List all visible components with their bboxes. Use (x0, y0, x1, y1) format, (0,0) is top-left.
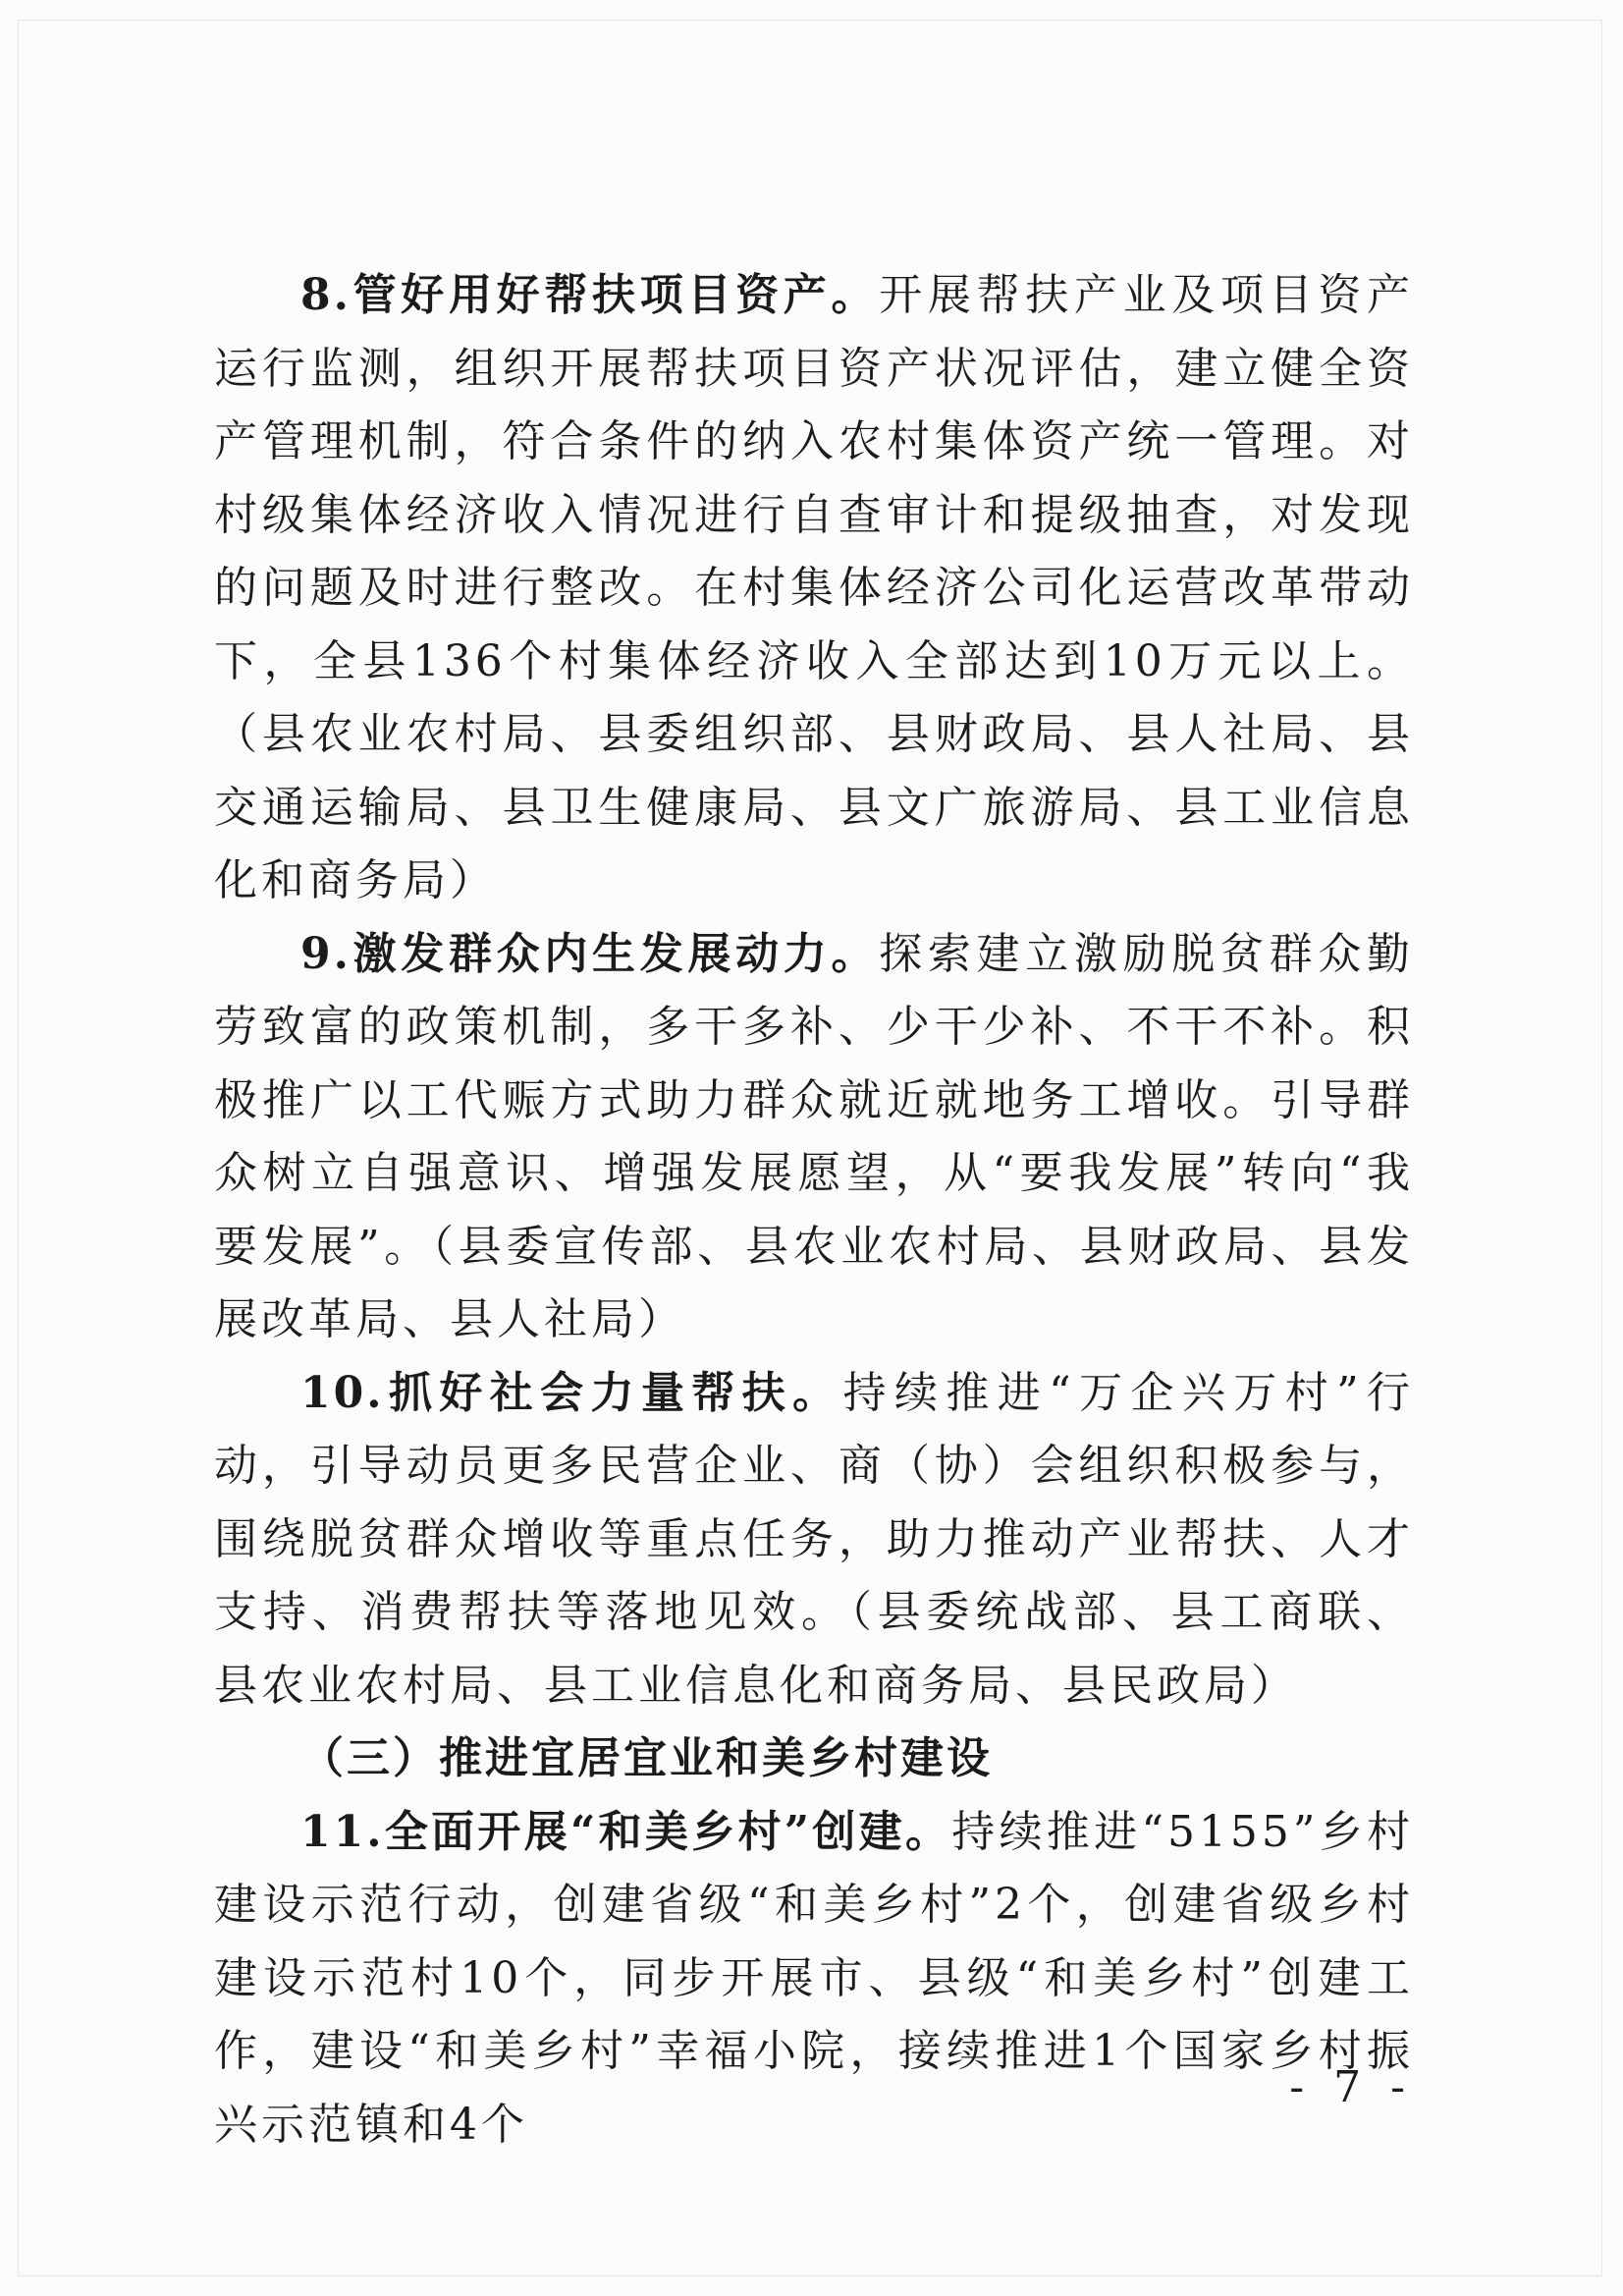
paragraph-8 (214, 259, 1414, 918)
section-heading-text: （三）推进宜居宜业和美乡村建设 (300, 1733, 993, 1783)
paragraph-10 (214, 1357, 1414, 1723)
section-heading (214, 1722, 1414, 1796)
paragraph-9-text: 探索建立激励脱贫群众勤劳致富的政策机制，多干多补、少干少补、不干不补。积极推广以工代赈方式助力群众就近就地务工增收。引导群众树立自强意识、增强发展愿望，从“要我发展”转向“我要发展”。（县委宣传部、县农业农村局、县财政局、县发展改革局、县人社局） (214, 928, 1415, 1344)
paragraph-9 (214, 918, 1414, 1357)
paragraph-10-text: 持续推进“万企兴万村”行动，引导动员更多民营企业、商（协）会组织积极参与，围绕脱贫群众增收等重点任务，助力推动产业帮扶、人才支持、消费帮扶等落地见效。（县委统战部、县工商联、县农业农村局、县工业信息化和商务局、县民政局） (214, 1367, 1414, 1711)
paragraph-8-heading: 8.管好用好帮扶项目资产。 (300, 270, 880, 320)
paragraph-8-text: 开展帮扶产业及项目资产运行监测，组织开展帮扶项目资产状况评估，建立健全资产管理机制，符合条件的纳入农村集体资产统一管理。对村级集体经济收入情况进行自查审计和提级抽查，对发现的问题及时进行整改。在村集体经济公司化运营改革带动下，全县136个村集体经济收入全部达到10万元以上。（县农业农村局、县委组织部、县财政局、县人社局、县交通运输局、县卫生健康局、县文广旅游局、县工业信息化和商务局） (214, 270, 1415, 905)
paragraph-9-heading: 9.激发群众内生发展动力。 (300, 928, 880, 979)
paragraph-11 (214, 1796, 1414, 2162)
paragraph-11-text: 持续推进“5155”乡村建设示范行动，创建省级“和美乡村”2个，创建省级乡村建设示范村10个，同步开展市、县级“和美乡村”创建工作，建设“和美乡村”幸福小院，接续推进1个国家乡村振兴示范镇和4个 (214, 1806, 1415, 2150)
document-body (214, 259, 1414, 2161)
paragraph-10-heading: 10.抓好社会力量帮扶。 (300, 1367, 843, 1418)
page-number: - 7 - (1289, 2062, 1413, 2112)
paragraph-11-heading: 11.全面开展“和美乡村”创建。 (300, 1806, 952, 1857)
